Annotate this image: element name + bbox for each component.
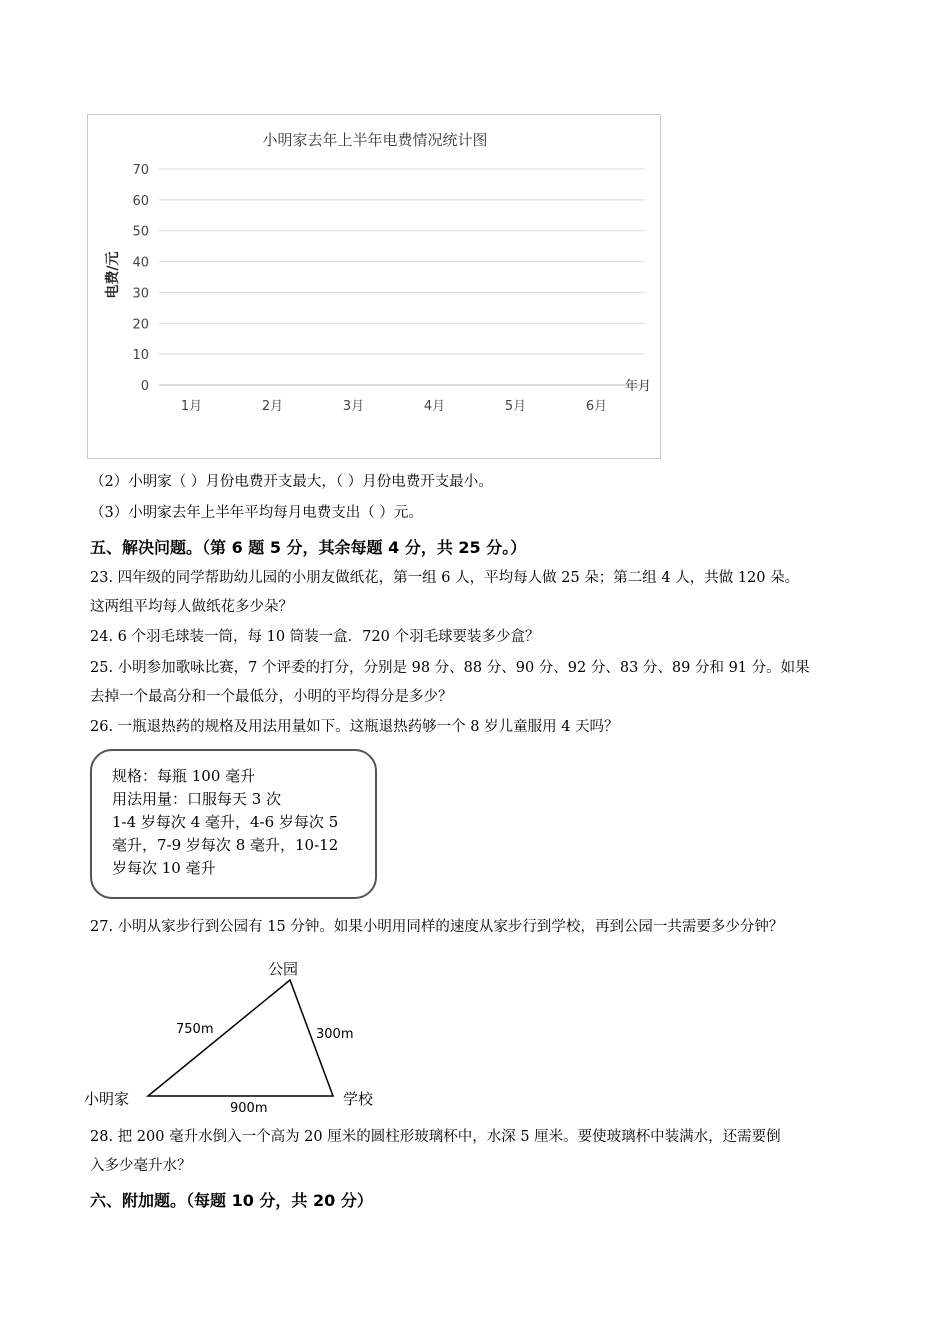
chart-y-tick-label: 70	[132, 163, 149, 178]
question-25-line1: 25. 小明参加歌咏比赛，7 个评委的打分，分别是 98 分、88 分、90 分、92 分、83 分、89 分和 91 分。如果	[90, 660, 810, 676]
section-5-heading: 五、解决问题。（第 6 题 5 分，其余每题 4 分，共 25 分。）	[90, 538, 527, 557]
question-28-line1: 28. 把 200 毫升水倒入一个高为 20 厘米的圆柱形玻璃杯中，水深 5 厘米。要使玻璃杯中装满水，还需要倒	[90, 1129, 781, 1145]
chart-title: 小明家去年上半年电费情况统计图	[262, 131, 488, 149]
question-23-line2: 这两组平均每人做纸花多少朵？	[90, 599, 293, 615]
route-triangle	[148, 980, 333, 1096]
question-26: 26. 一瓶退热药的规格及用法用量如下。这瓶退热药够一个 8 岁儿童服用 4 天吗？	[90, 719, 619, 735]
chart-y-tick-label: 30	[132, 286, 149, 302]
chart-y-tick-label: 20	[132, 317, 149, 333]
chart-y-tick-label: 10	[132, 348, 149, 364]
question-24: 24. 6 个羽毛球装一筒，每 10 筒装一盒．720 个羽毛球要装多少盒？	[90, 629, 540, 645]
chart-canvas	[88, 115, 662, 460]
chart-y-tick-label: 40	[132, 255, 149, 271]
chart-y-tick-label: 60	[132, 193, 149, 209]
question-22-3: （3）小明家去年上半年平均每月电费支出（ ）元。	[90, 505, 423, 521]
chart-y-axis-label: 电费/元	[105, 251, 121, 299]
electricity-chart	[87, 114, 661, 459]
chart-x-tick-label: 1月	[180, 399, 203, 414]
question-27: 27. 小明从家步行到公园有 15 分钟。如果小明用同样的速度从家步行到学校，再到公园一共需要多少分钟？	[90, 919, 784, 935]
medicine-dose-line: 1-4 岁每次 4 毫升，4-6 岁每次 5	[112, 813, 339, 831]
question-23-line1: 23. 四年级的同学帮助幼儿园的小朋友做纸花，第一组 6 人，平均每人做 25 朵；第二组 4 人，共做 120 朵。	[90, 570, 800, 586]
medicine-usage: 用法用量：口服每天 3 次	[112, 790, 282, 808]
chart-x-tick-label: 3月	[342, 399, 365, 414]
question-22-2: （2）小明家（ ）月份电费开支最大，（ ）月份电费开支最小。	[90, 474, 493, 490]
label-park: 公园	[268, 960, 299, 978]
chart-y-tick-label: 50	[132, 224, 149, 240]
distance-park-school: 300m	[316, 1027, 354, 1042]
medicine-dose-line: 岁每次 10 毫升	[112, 859, 216, 877]
medicine-dose-line: 毫升，7-9 岁每次 8 毫升，10-12	[112, 836, 339, 854]
question-28-line2: 入多少毫升水？	[90, 1158, 192, 1174]
medicine-info-box	[90, 749, 377, 899]
label-school: 学校	[343, 1090, 374, 1108]
distance-home-park: 750m	[176, 1022, 214, 1037]
chart-y-tick-label: 0	[140, 379, 149, 394]
chart-x-tick-label: 4月	[423, 399, 446, 414]
chart-x-tick-label: 5月	[504, 399, 527, 414]
chart-x-tick-label: 2月	[261, 399, 284, 414]
chart-x-tick-label: 6月	[585, 399, 608, 414]
question-25-line2: 去掉一个最高分和一个最低分，小明的平均得分是多少？	[90, 689, 453, 705]
medicine-spec: 规格：每瓶 100 毫升	[112, 767, 256, 785]
label-home: 小明家	[84, 1090, 130, 1108]
section-6-heading: 六、附加题。（每题 10 分，共 20 分）	[90, 1191, 373, 1210]
chart-x-axis-label: 年月	[625, 379, 652, 394]
route-triangle-diagram	[80, 950, 400, 1120]
distance-home-school: 900m	[230, 1101, 268, 1116]
